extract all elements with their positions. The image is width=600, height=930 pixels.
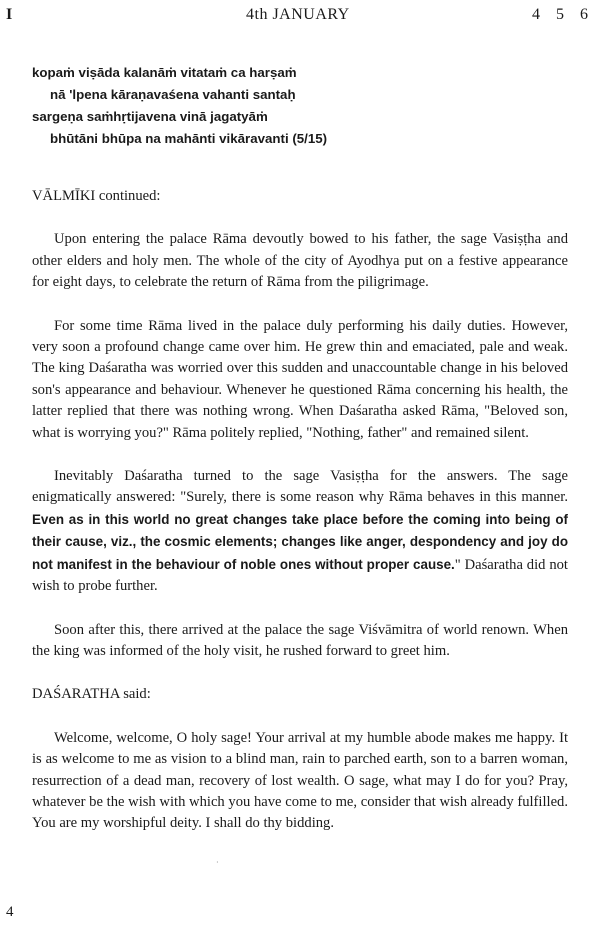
paragraph: For some time Rāma lived in the palace duly performing his daily duties. However, very soon a profound change came over him. He grew thin and emaciated, pale and weak. The king Daśaratha was worried over this sudden and unaccountable change in his beloved son's appearance and behaviour. Whenever he questioned Rāma concerning his health, the latter replied that there was nothing wrong. When Daśaratha asked Rāma, "Beloved son, what is worrying you?" Rāma politely replied, "Nothing, father" and remained silent. xyxy=(32,317,568,441)
bold-quote: Even as in this world no great changes take place before the coming into being of their cause, viz., the cosmic elements; changes like anger, despondency and joy do not manifest in the behaviour of noble ones without proper cause. xyxy=(32,511,568,572)
paragraph-text: Inevitably Daśaratha turned to the sage Vasiṣṭha for the answers. The sage enigmatically answered: "Surely, there is some reason why Rāma behaves in this manner. xyxy=(32,468,568,506)
verse-line: nā 'lpena kāraṇavaśena vahanti santaḥ xyxy=(50,87,296,102)
paragraph-text: " Daśaratha did not wish to probe further. xyxy=(32,556,568,595)
header-page-range: 4 5 6 xyxy=(532,6,594,23)
speaker-heading: VĀLMĪKI continued: xyxy=(32,188,161,204)
verse-line: sargeṇa saṁhṛtijavena vinā jagatyāṁ xyxy=(32,109,268,124)
page-number: 4 xyxy=(6,904,14,920)
speaker-heading: DAŚARATHA said: xyxy=(32,686,151,703)
verse-line: bhūtāni bhūpa na mahānti vikāravanti (5/15) xyxy=(50,131,328,146)
paragraph: Welcome, welcome, O holy sage! Your arrival at my humble abode makes me happy. It is as welcome to me as vision to a blind man, rain to parched earth, son to a barren woman, resurrection of a dead man, recovery of lost wealth. O sage, what may I do for you? Pray, whatever be the wish with which you have come to me, consider that wish already fulfilled. You are my worshipful deity. I shall do thy bidding. xyxy=(32,729,568,832)
paragraph xyxy=(32,466,568,597)
stray-mark: · xyxy=(216,858,219,867)
sanskrit-verse xyxy=(32,62,572,150)
paragraph: Upon entering the palace Rāma devoutly bowed to his father, the sage Vasiṣṭha and other elders and holy men. The whole of the city of Ayodhya put on a festive appearance for eight days, to celebrate the return of Rāma from the piligrimage. xyxy=(32,231,568,291)
running-header xyxy=(0,6,600,28)
verse-line: kopaṁ viṣāda kalanāṁ vitataṁ ca harṣaṁ xyxy=(32,65,297,80)
header-date: 4th JANUARY xyxy=(246,6,350,23)
header-left-mark: I xyxy=(6,6,13,23)
main-text xyxy=(32,186,568,857)
paragraph: Soon after this, there arrived at the palace the sage Viśvāmitra of world renown. When the king was informed of the holy visit, he rushed forward to greet him. xyxy=(32,621,568,659)
